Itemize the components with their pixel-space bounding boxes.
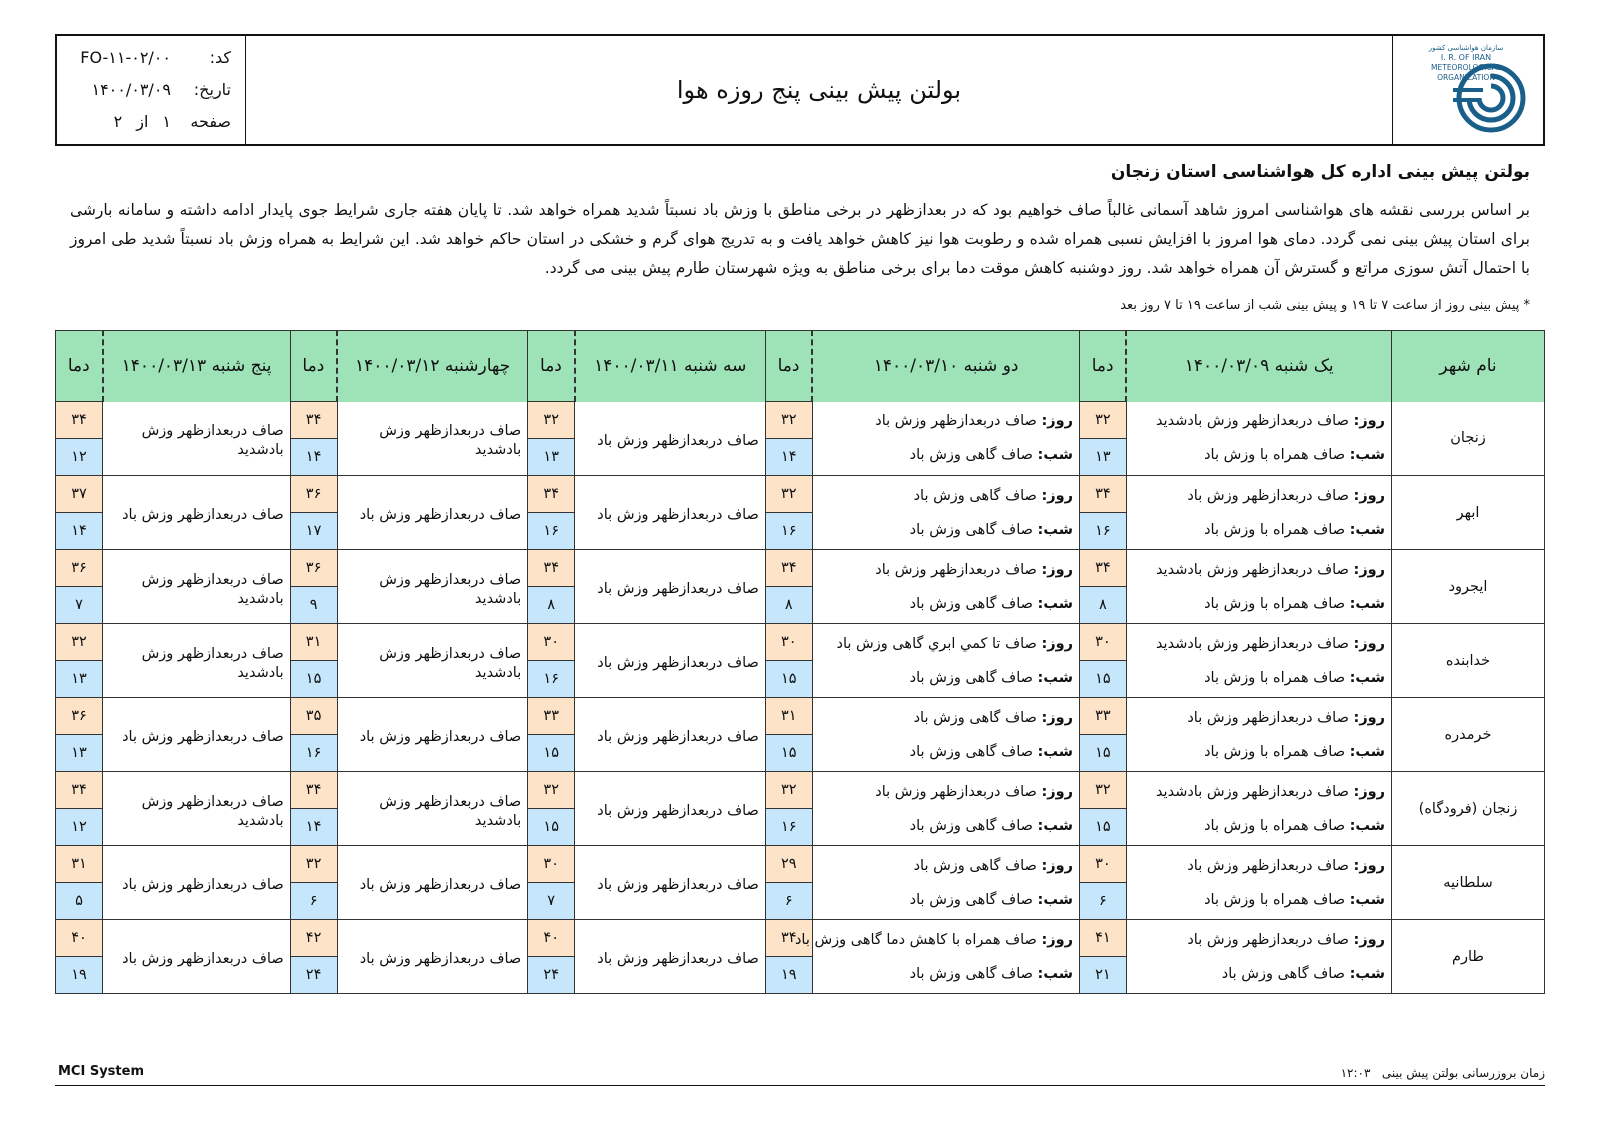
organization-logo — [1392, 36, 1543, 144]
temp-header: دما — [56, 331, 103, 402]
night-temperature: ۱۲ — [56, 439, 103, 476]
section-title: بولتن پیش بینی اداره کل هواشناسی استان زنجان — [1110, 162, 1530, 182]
night-label: شب: — [1037, 817, 1073, 834]
day-forecast: صاف دربعدازظهر وزش بادشدید — [1155, 561, 1349, 578]
night-label: شب: — [1037, 447, 1073, 464]
city-name: زنجان (فرودگاه) — [1392, 772, 1545, 846]
day-label: روز: — [1353, 857, 1386, 874]
footer-update-label: زمان بروزرسانی بولتن پیش بینی — [1381, 1066, 1545, 1080]
night-line — [813, 735, 1073, 769]
day-line — [1127, 627, 1385, 661]
forecast-cell — [103, 772, 291, 846]
forecast-table-body — [56, 402, 1545, 994]
day-forecast: صاف دربعدازظهر وزش بادشدید — [1155, 783, 1349, 800]
day-forecast: صاف دربعدازظهر وزش باد — [1187, 709, 1349, 726]
temp-header: دما — [1079, 331, 1126, 402]
day-line — [1127, 553, 1385, 587]
day-temperature: ۴۰ — [56, 920, 103, 957]
day-temperature: ۳۲ — [1079, 402, 1126, 439]
day-forecast: صاف دربعدازظهر وزش بادشدید — [379, 423, 522, 459]
night-forecast: صاف همراه با وزش باد — [1204, 447, 1345, 464]
city-name: ابهر — [1392, 476, 1545, 550]
day-forecast: صاف گاهی وزش باد — [913, 487, 1037, 504]
night-forecast: صاف همراه با وزش باد — [1204, 595, 1345, 612]
code-value: FO-۱۱-۰۲/۰۰ — [80, 48, 171, 67]
night-line — [813, 809, 1073, 843]
day-temperature: ۳۰ — [765, 624, 812, 661]
day-forecast: صاف دربعدازظهر وزش بادشدید — [379, 793, 522, 829]
city-name: سلطانیه — [1392, 846, 1545, 920]
night-temperature: ۸ — [1079, 587, 1126, 624]
day-temperature: ۳۱ — [290, 624, 337, 661]
day-header-4: چهارشنبه ۱۴۰۰/۰۳/۱۲ — [337, 331, 528, 402]
footer-update — [1341, 1066, 1545, 1080]
day-forecast: صاف دربعدازظهر وزش بادشدید — [379, 645, 522, 681]
day-line — [813, 404, 1073, 438]
night-line — [1127, 587, 1385, 621]
day-line — [813, 849, 1073, 883]
day-forecast: صاف دربعدازظهر وزش باد — [875, 413, 1037, 430]
forecast-cell — [337, 846, 528, 920]
forecast-cell — [337, 772, 528, 846]
day-label: روز: — [1353, 487, 1386, 504]
night-temperature: ۱۴ — [290, 439, 337, 476]
night-label: شب: — [1349, 447, 1386, 464]
night-temperature: ۱۵ — [1079, 735, 1126, 772]
table-row — [56, 476, 1545, 513]
day-forecast: صاف دربعدازظهر وزش باد — [359, 507, 522, 523]
night-temperature: ۱۴ — [290, 809, 337, 846]
day-temperature: ۳۰ — [1079, 846, 1126, 883]
day-line — [813, 553, 1073, 587]
night-temperature: ۶ — [1079, 883, 1126, 920]
day-temperature: ۳۴ — [1079, 476, 1126, 513]
night-temperature: ۱۵ — [290, 661, 337, 698]
night-label: شب: — [1349, 965, 1386, 982]
day-forecast: صاف دربعدازظهر وزش بادشدید — [141, 423, 284, 459]
forecast-cell — [812, 476, 1079, 550]
forecast-cell — [812, 772, 1079, 846]
day-temperature: ۳۴ — [290, 772, 337, 809]
night-label: شب: — [1037, 965, 1073, 982]
city-name: زنجان — [1392, 402, 1545, 476]
day-temperature: ۴۲ — [290, 920, 337, 957]
night-temperature: ۲۴ — [528, 957, 575, 994]
night-line — [813, 883, 1073, 917]
document-header — [55, 34, 1545, 146]
day-forecast: صاف دربعدازظهر وزش باد — [122, 877, 284, 893]
forecast-cell — [337, 402, 528, 476]
day-temperature: ۳۲ — [765, 402, 812, 439]
night-forecast: صاف همراه با وزش باد — [1204, 669, 1345, 686]
day-label: روز: — [1353, 413, 1386, 430]
forecast-cell — [575, 476, 766, 550]
page-label: صفحه — [190, 112, 231, 131]
day-line — [813, 701, 1073, 735]
table-row — [56, 624, 1545, 661]
logo-line-3: ORGANIZATION — [1437, 73, 1495, 82]
day-forecast: صاف دربعدازظهر وزش باد — [597, 581, 759, 597]
day-forecast: صاف دربعدازظهر وزش بادشدید — [379, 571, 522, 607]
day-forecast: صاف دربعدازظهر وزش بادشدید — [141, 571, 284, 607]
day-temperature: ۴۱ — [1079, 920, 1126, 957]
night-temperature: ۱۶ — [765, 809, 812, 846]
forecast-note: * پیش بینی روز از ساعت ۷ تا ۱۹ و پیش بینی شب از ساعت ۱۹ تا ۷ روز بعد — [1120, 298, 1530, 313]
day-line — [1127, 775, 1385, 809]
night-forecast: صاف همراه با وزش باد — [1204, 521, 1345, 538]
day-forecast: صاف تا كمي ابري گاهی وزش باد — [836, 635, 1037, 652]
day-forecast: صاف دربعدازظهر وزش باد — [875, 561, 1037, 578]
night-temperature: ۱۵ — [1079, 661, 1126, 698]
night-temperature: ۶ — [290, 883, 337, 920]
day-forecast: صاف دربعدازظهر وزش باد — [597, 432, 759, 449]
city-name: ایجرود — [1392, 550, 1545, 624]
day-label: روز: — [1353, 783, 1386, 800]
night-line — [813, 438, 1073, 472]
table-row — [56, 698, 1545, 735]
forecast-cell — [337, 698, 528, 772]
day-forecast: صاف گاهی وزش باد — [913, 857, 1037, 874]
day-label: روز: — [1041, 931, 1073, 948]
day-forecast: صاف دربعدازظهر وزش باد — [597, 507, 759, 523]
day-forecast: صاف دربعدازظهر وزش باد — [359, 951, 522, 967]
day-label: روز: — [1041, 413, 1073, 430]
night-temperature: ۱۶ — [528, 661, 575, 698]
day-header-2: دو شنبه ۱۴۰۰/۰۳/۱۰ — [812, 331, 1079, 402]
night-line — [1127, 809, 1385, 843]
document-code-box — [57, 36, 246, 144]
night-temperature: ۱۵ — [528, 735, 575, 772]
day-forecast: صاف دربعدازظهر وزش باد — [597, 951, 759, 967]
day-temperature: ۳۴ — [56, 772, 103, 809]
night-temperature: ۱۳ — [1079, 439, 1126, 476]
night-temperature: ۱۶ — [765, 513, 812, 550]
footer-system: MCI System — [58, 1064, 144, 1079]
day-forecast: صاف دربعدازظهر وزش باد — [122, 951, 284, 967]
day-line — [813, 775, 1073, 809]
table-row — [56, 550, 1545, 587]
logo-line-1: I. R. OF IRAN — [1440, 53, 1492, 62]
day-temperature: ۳۴ — [765, 550, 812, 587]
forecast-cell — [1126, 402, 1391, 476]
day-temperature: ۳۴ — [1079, 550, 1126, 587]
day-header-3: سه شنبه ۱۴۰۰/۰۳/۱۱ — [575, 331, 766, 402]
night-label: شب: — [1349, 595, 1386, 612]
day-temperature: ۳۱ — [765, 698, 812, 735]
day-temperature: ۳۲ — [56, 624, 103, 661]
day-temperature: ۳۰ — [1079, 624, 1126, 661]
day-forecast: صاف دربعدازظهر وزش باد — [1187, 931, 1349, 948]
day-label: روز: — [1041, 487, 1073, 504]
day-forecast: صاف دربعدازظهر وزش باد — [597, 655, 759, 671]
day-label: روز: — [1041, 709, 1073, 726]
night-line — [1127, 661, 1385, 695]
forecast-cell — [1126, 772, 1391, 846]
night-temperature: ۱۶ — [290, 735, 337, 772]
city-name: خدابنده — [1392, 624, 1545, 698]
night-temperature: ۲۱ — [1079, 957, 1126, 994]
logo-line-2: METEOROLOGICAL — [1431, 63, 1501, 72]
night-line — [813, 661, 1073, 695]
night-forecast: صاف گاهی وزش باد — [909, 447, 1033, 464]
day-header-1: یک شنبه ۱۴۰۰/۰۳/۰۹ — [1126, 331, 1391, 402]
day-forecast: صاف دربعدازظهر وزش باد — [122, 507, 284, 523]
code-label: کد: — [209, 48, 231, 67]
day-line — [794, 923, 1073, 957]
night-temperature: ۱۵ — [1079, 809, 1126, 846]
night-label: شب: — [1037, 743, 1073, 760]
day-temperature: ۳۳ — [528, 698, 575, 735]
day-temperature: ۲۹ — [765, 846, 812, 883]
night-temperature: ۷ — [528, 883, 575, 920]
forecast-cell — [1126, 550, 1391, 624]
day-temperature: ۳۶ — [290, 550, 337, 587]
forecast-cell — [812, 624, 1079, 698]
night-label: شب: — [1349, 891, 1386, 908]
day-line — [1127, 923, 1385, 957]
night-line — [1127, 957, 1385, 991]
day-temperature: ۳۲ — [765, 772, 812, 809]
day-line — [1127, 701, 1385, 735]
night-forecast: صاف گاهی وزش باد — [909, 595, 1033, 612]
page-number: ۱ — [162, 112, 171, 131]
day-forecast: صاف دربعدازظهر وزش باد — [1187, 487, 1349, 504]
day-temperature: ۴۰ — [528, 920, 575, 957]
day-temperature: ۳۲ — [1079, 772, 1126, 809]
day-label: روز: — [1041, 635, 1073, 652]
night-line — [1127, 513, 1385, 547]
night-temperature: ۱۳ — [56, 735, 103, 772]
forecast-cell — [812, 846, 1079, 920]
night-temperature: ۵ — [56, 883, 103, 920]
date-value: ۱۴۰۰/۰۳/۰۹ — [91, 80, 171, 99]
forecast-table — [55, 330, 1545, 994]
day-label: روز: — [1041, 561, 1073, 578]
forecast-cell — [103, 920, 291, 994]
night-line — [813, 513, 1073, 547]
day-forecast: صاف گاهی وزش باد — [913, 709, 1037, 726]
day-temperature: ۳۲ — [528, 402, 575, 439]
footer-divider — [55, 1085, 1545, 1086]
day-temperature: ۳۱ — [56, 846, 103, 883]
page-title: بولتن پیش بینی پنج روزه هوا — [676, 76, 962, 104]
night-forecast: صاف گاهی وزش باد — [909, 669, 1033, 686]
night-label: شب: — [1349, 817, 1386, 834]
day-label: روز: — [1353, 709, 1386, 726]
forecast-cell — [575, 624, 766, 698]
day-label: روز: — [1353, 635, 1386, 652]
night-line — [1127, 438, 1385, 472]
day-temperature: ۳۲ — [528, 772, 575, 809]
day-forecast: صاف دربعدازظهر وزش باد — [597, 877, 759, 893]
table-header-row — [56, 331, 1545, 402]
night-temperature: ۸ — [765, 587, 812, 624]
city-name: طارم — [1392, 920, 1545, 994]
night-temperature: ۹ — [290, 587, 337, 624]
day-forecast: صاف دربعدازظهر وزش بادشدید — [141, 793, 284, 829]
night-label: شب: — [1037, 521, 1073, 538]
night-temperature: ۱۵ — [765, 735, 812, 772]
night-temperature: ۶ — [765, 883, 812, 920]
day-temperature: ۳۶ — [56, 698, 103, 735]
day-temperature: ۳۶ — [290, 476, 337, 513]
night-forecast: صاف همراه با وزش باد — [1204, 743, 1345, 760]
night-forecast: صاف گاهی وزش باد — [909, 965, 1033, 982]
day-temperature: ۳۴ — [56, 402, 103, 439]
day-header-5: پنج شنبه ۱۴۰۰/۰۳/۱۳ — [103, 331, 291, 402]
day-temperature: ۳۶ — [56, 550, 103, 587]
forecast-cell — [337, 920, 528, 994]
night-forecast: صاف گاهی وزش باد — [909, 743, 1033, 760]
temp-header: دما — [765, 331, 812, 402]
forecast-cell — [575, 550, 766, 624]
forecast-cell — [575, 772, 766, 846]
night-label: شب: — [1037, 669, 1073, 686]
night-line — [1127, 883, 1385, 917]
day-forecast: صاف دربعدازظهر وزش باد — [597, 729, 759, 745]
night-forecast: صاف گاهی وزش باد — [909, 891, 1033, 908]
night-temperature: ۱۹ — [765, 957, 812, 994]
table-row — [56, 846, 1545, 883]
day-temperature: ۳۷ — [56, 476, 103, 513]
day-label: روز: — [1041, 857, 1073, 874]
day-forecast: صاف دربعدازظهر وزش باد — [1187, 857, 1349, 874]
forecast-cell — [812, 698, 1079, 772]
date-label: تاریخ: — [193, 80, 231, 99]
spiral-logo-icon — [1393, 36, 1543, 144]
night-temperature: ۷ — [56, 587, 103, 624]
night-forecast: صاف گاهی وزش باد — [909, 817, 1033, 834]
forecast-cell — [794, 920, 1079, 994]
forecast-cell — [103, 846, 291, 920]
day-forecast: صاف دربعدازظهر وزش باد — [359, 877, 522, 893]
night-temperature: ۱۴ — [56, 513, 103, 550]
day-temperature: ۳۰ — [528, 624, 575, 661]
day-forecast: صاف همراه با کاهش دما گاهی وزش باد — [794, 931, 1037, 948]
night-label: شب: — [1349, 743, 1386, 760]
forecast-cell — [1126, 920, 1391, 994]
forecast-cell — [103, 698, 291, 772]
forecast-cell — [103, 624, 291, 698]
day-label: روز: — [1353, 561, 1386, 578]
forecast-cell — [1126, 624, 1391, 698]
temp-header: دما — [528, 331, 575, 402]
night-forecast: صاف گاهی وزش باد — [1221, 965, 1345, 982]
day-temperature: ۳۴ — [290, 402, 337, 439]
night-label: شب: — [1037, 595, 1073, 612]
night-temperature: ۱۲ — [56, 809, 103, 846]
night-forecast: صاف گاهی وزش باد — [909, 521, 1033, 538]
night-temperature: ۱۳ — [528, 439, 575, 476]
night-label: شب: — [1349, 521, 1386, 538]
night-label: شب: — [1349, 669, 1386, 686]
forecast-cell — [575, 846, 766, 920]
night-temperature: ۱۵ — [765, 661, 812, 698]
forecast-cell — [812, 402, 1079, 476]
night-line — [813, 587, 1073, 621]
day-temperature: ۳۲ — [765, 476, 812, 513]
forecast-cell — [337, 476, 528, 550]
day-label: روز: — [1041, 783, 1073, 800]
night-temperature: ۱۴ — [765, 439, 812, 476]
forecast-cell — [575, 698, 766, 772]
forecast-cell — [103, 550, 291, 624]
page-total: ۲ — [113, 112, 123, 131]
city-header: نام شهر — [1392, 331, 1545, 402]
day-temperature: ۳۴ — [765, 920, 812, 957]
day-line — [1127, 479, 1385, 513]
page-of: از — [136, 112, 149, 131]
day-forecast: صاف دربعدازظهر وزش باد — [122, 729, 284, 745]
forecast-cell — [103, 476, 291, 550]
day-temperature: ۳۰ — [528, 846, 575, 883]
day-label: روز: — [1353, 931, 1386, 948]
night-temperature: ۱۶ — [528, 513, 575, 550]
night-line — [813, 957, 1073, 991]
forecast-cell — [337, 550, 528, 624]
day-line — [1127, 849, 1385, 883]
day-line — [813, 479, 1073, 513]
forecast-cell — [812, 550, 1079, 624]
temp-header: دما — [290, 331, 337, 402]
day-temperature: ۳۴ — [528, 550, 575, 587]
forecast-cell — [1126, 698, 1391, 772]
night-temperature: ۱۶ — [1079, 513, 1126, 550]
day-forecast: صاف دربعدازظهر وزش بادشدید — [141, 645, 284, 681]
night-temperature: ۱۷ — [290, 513, 337, 550]
night-temperature: ۱۵ — [528, 809, 575, 846]
table-row — [56, 920, 1545, 957]
day-line — [813, 627, 1073, 661]
forecast-cell — [103, 402, 291, 476]
night-line — [1127, 735, 1385, 769]
day-forecast: صاف دربعدازظهر وزش باد — [875, 783, 1037, 800]
day-forecast: صاف دربعدازظهر وزش باد — [359, 729, 522, 745]
forecast-summary: بر اساس بررسی نقشه های هواشناسی امروز شاهد آسمانی غالباً صاف خواهیم بود که در بعدازظهر در برخی مناطق با وزش باد نسبتاً شدید همراه خواهد شد. تا پایان هفته جاری شرایط جوی پایدار ادامه داشته و سامانه بارشی برای استان پیش بینی نمی گردد. دمای هوا امروز با افزایش نسبی همراه شده و رطوبت هوا نیز کاهش خواهد یافت و به تدریج هوای گرم و خشکی در استان حاکم خواهد شد. این شرایط به همراه وزش باد نسبتاً شدید طی امروز با احتمال آتش سوزی مراتع و گسترش آن همراه خواهد شد. روز دوشنبه کاهش موقت دما برای برخی مناطق به ویژه شهرستان طارم پیش بینی می گردد. — [70, 201, 1530, 277]
night-forecast: صاف همراه با وزش باد — [1204, 817, 1345, 834]
day-temperature: ۳۴ — [528, 476, 575, 513]
day-temperature: ۳۵ — [290, 698, 337, 735]
day-forecast: صاف دربعدازظهر وزش باد — [597, 803, 759, 819]
footer-update-time: ۱۲:۰۳ — [1340, 1066, 1371, 1080]
table-row — [56, 402, 1545, 439]
day-forecast: صاف دربعدازظهر وزش بادشدید — [1155, 413, 1349, 430]
city-name: خرمدره — [1392, 698, 1545, 772]
forecast-cell — [1126, 476, 1391, 550]
night-temperature: ۱۳ — [56, 661, 103, 698]
night-temperature: ۲۴ — [290, 957, 337, 994]
forecast-cell — [337, 624, 528, 698]
table-row — [56, 772, 1545, 809]
night-forecast: صاف همراه با وزش باد — [1204, 891, 1345, 908]
forecast-cell — [575, 402, 766, 476]
day-line — [1127, 404, 1385, 438]
forecast-cell — [1126, 846, 1391, 920]
night-temperature: ۸ — [528, 587, 575, 624]
logo-fa-text: سازمان هواشناسی کشور — [1428, 44, 1504, 52]
forecast-cell — [575, 920, 766, 994]
day-forecast: صاف دربعدازظهر وزش بادشدید — [1155, 635, 1349, 652]
day-temperature: ۳۳ — [1079, 698, 1126, 735]
night-temperature: ۱۹ — [56, 957, 103, 994]
night-label: شب: — [1037, 891, 1073, 908]
day-temperature: ۳۲ — [290, 846, 337, 883]
